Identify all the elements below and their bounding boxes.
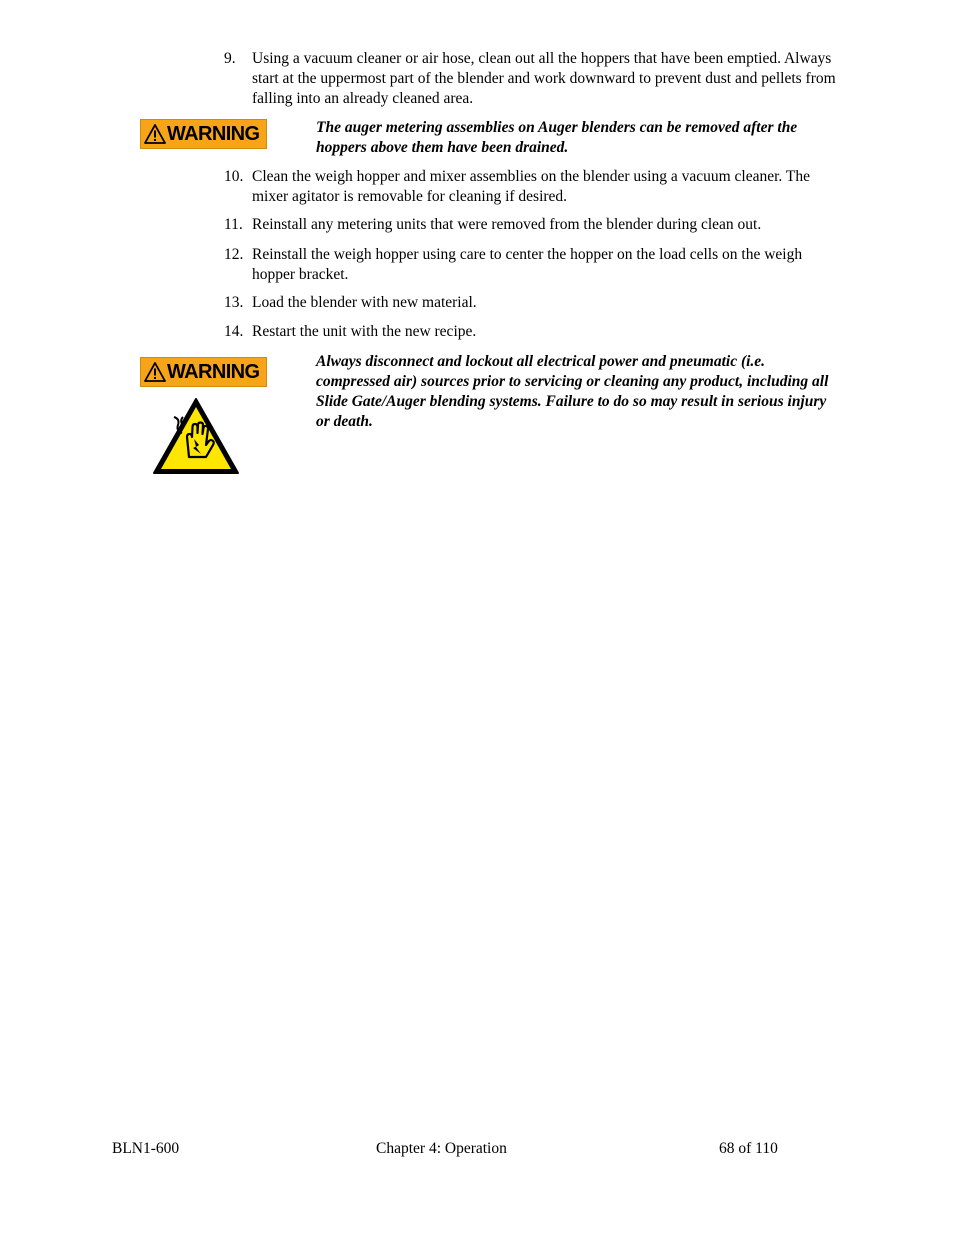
warning-text: Always disconnect and lockout all electrical power and pneumatic (i.e. compressed air) sources prior to servicing or cleaning any product, including all Slide Gate/Auger blending systems. Failure to do so may result in serious injury or death. bbox=[316, 353, 829, 430]
footer-chapter: Chapter 4: Operation bbox=[376, 1140, 507, 1157]
step-text: Load the blender with new material. bbox=[252, 294, 477, 311]
step-number: 10. bbox=[224, 168, 244, 185]
step-number: 12. bbox=[224, 246, 244, 263]
step-text: Restart the unit with the new recipe. bbox=[252, 323, 477, 340]
warning-triangle-icon bbox=[144, 362, 166, 382]
footer-page-number: 68 of 110 bbox=[719, 1140, 778, 1157]
step-text: Using a vacuum cleaner or air hose, clean out all the hoppers that have been emptied. Always start at the uppermost part of the blender and work downward to prevent dust and pellets from falling into an already cleaned area. bbox=[252, 50, 836, 107]
step-number: 13. bbox=[224, 294, 244, 311]
warning-label bbox=[140, 119, 267, 149]
step-text: Reinstall the weigh hopper using care to center the hopper on the load cells on the weigh hopper bracket. bbox=[252, 246, 803, 283]
warning-label bbox=[140, 357, 267, 387]
warning-triangle-icon bbox=[144, 124, 166, 144]
step-number: 11. bbox=[224, 216, 243, 233]
warning-label-text: WARNING bbox=[167, 361, 260, 383]
footer-document-id: BLN1-600 bbox=[112, 1140, 180, 1157]
warning-text: The auger metering assemblies on Auger blenders can be removed after the hoppers above them have been drained. bbox=[316, 119, 798, 156]
step-number: 14. bbox=[224, 323, 244, 340]
electrical-shock-hazard-icon bbox=[152, 397, 240, 475]
step-text: Clean the weigh hopper and mixer assemblies on the blender using a vacuum cleaner. The mixer agitator is removable for cleaning if desired. bbox=[252, 168, 810, 205]
step-text: Reinstall any metering units that were removed from the blender during clean out. bbox=[252, 216, 762, 233]
step-number: 9. bbox=[224, 50, 236, 67]
warning-label-text: WARNING bbox=[167, 123, 260, 145]
